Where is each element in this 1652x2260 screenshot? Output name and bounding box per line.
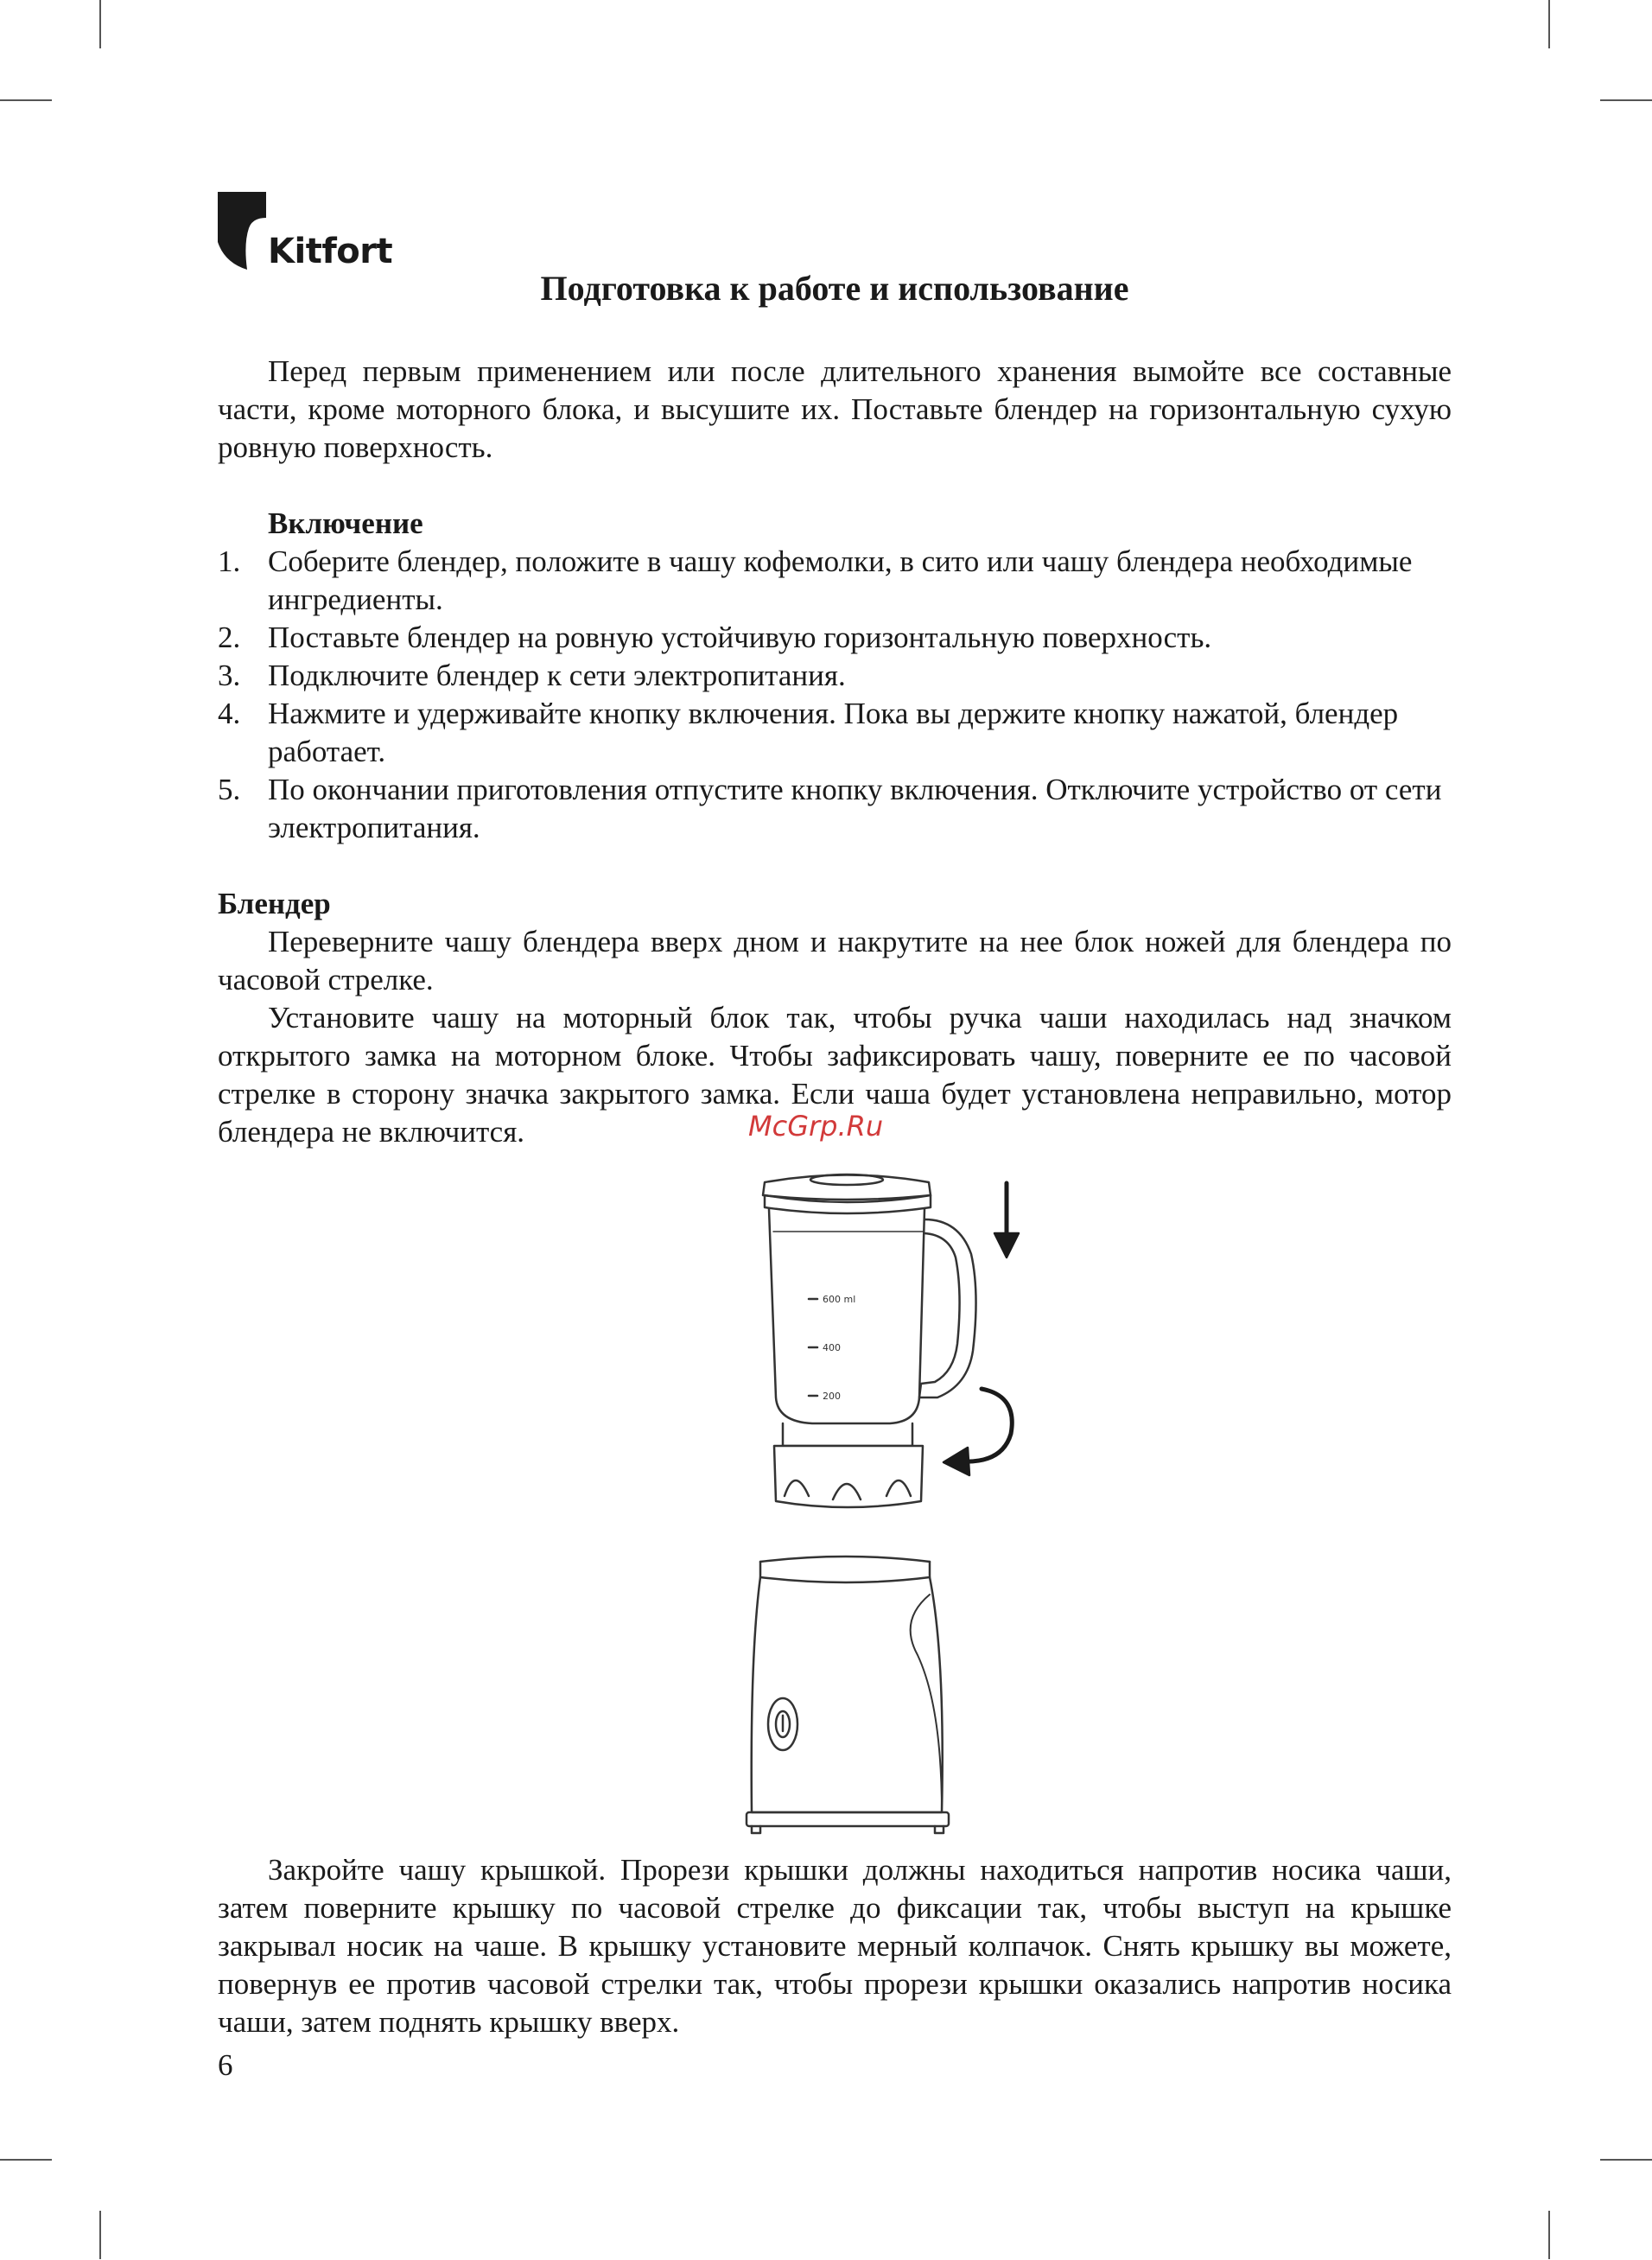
list-item [218,543,1452,619]
step-number: 2. [218,621,241,654]
crop-mark [1548,2211,1550,2259]
step-text: Нажмите и удерживайте кнопку включения. Пока вы держите кнопку нажатой, блендер работает. [268,697,1399,768]
blender-paragraph: Переверните чашу блендера вверх дном и накрутите на нее блок ножей для блендера по часовой стрелке. [218,925,1452,996]
scale-label: 200 [823,1391,841,1402]
crop-mark [1548,0,1550,48]
intro-section [218,353,1452,467]
list-item [218,695,1452,771]
blender-scale-labels [823,1294,855,1402]
scale-label: 600 ml [823,1294,856,1305]
scale-label: 400 [823,1342,841,1353]
power-on-section [218,505,1452,847]
list-item [218,619,1452,657]
motor-base-drawing [747,1557,949,1833]
step-number: 3. [218,659,241,692]
watermark: McGrp.Ru [748,1110,884,1143]
blender-jar-drawing [763,1175,976,1507]
crop-mark [0,2159,52,2161]
step-number: 5. [218,773,241,806]
arrow-down-icon [994,1183,1019,1257]
step-text: Подключите блендер к сети электропитания. [268,659,846,692]
step-text: По окончании приготовления отпустите кнопку включения. Отключите устройство от сети электропитания. [268,773,1442,844]
page-number: 6 [218,2048,233,2082]
power-on-heading: Включение [268,506,423,540]
step-number: 1. [218,544,241,578]
kitfort-logo-icon [218,192,266,270]
blender-heading: Блендер [218,887,331,920]
step-text: Поставьте блендер на ровную устойчивую горизонтальную поверхность. [268,621,1212,654]
step-text: Соберите блендер, положите в чашу кофемолки, в сито или чашу блендера необходимые ингредиенты. [268,544,1413,616]
crop-mark [99,2211,101,2259]
crop-mark [0,99,52,101]
step-number: 4. [218,697,241,730]
blender-paragraph: Установите чашу на моторный блок так, чтобы ручка чаши находилась над значком открытого замка на моторном блоке. Чтобы зафиксировать чашу, поверните ее по часовой стрелке в сторону значка закрытого замка. Если чаша будет установлена неправильно, мотор блендера не включится. [218,1001,1452,1149]
crop-mark [1600,99,1652,101]
brand-name: Kitfort [268,232,393,271]
intro-paragraph: Перед первым применением или после длительного хранения вымойте все составные части, кроме моторного блока, и высушите их. Поставьте блендер на горизонтальную сухую ровную поверхность. [218,354,1452,464]
crop-mark [99,0,101,48]
blender-illustration [726,1171,1037,1837]
page-title: Подготовка к работе и использование [540,269,1129,308]
list-item [218,657,1452,695]
closing-section [218,1851,1452,2041]
power-on-steps [218,543,1452,847]
crop-mark [1600,2159,1652,2161]
closing-paragraph: Закройте чашу крышкой. Прорези крышки должны находиться напротив носика чаши, затем поверните крышку по часовой стрелке до фиксации так, чтобы выступ на крышке закрывал носик на чаше. В крышку установите мерный колпачок. Снять крышку вы можете, повернув ее против часовой стрелки так, чтобы прорези крышки оказались напротив носика чаши, затем поднять крышку вверх. [218,1853,1452,2039]
rotate-clockwise-icon [944,1389,1012,1475]
list-item [218,771,1452,847]
